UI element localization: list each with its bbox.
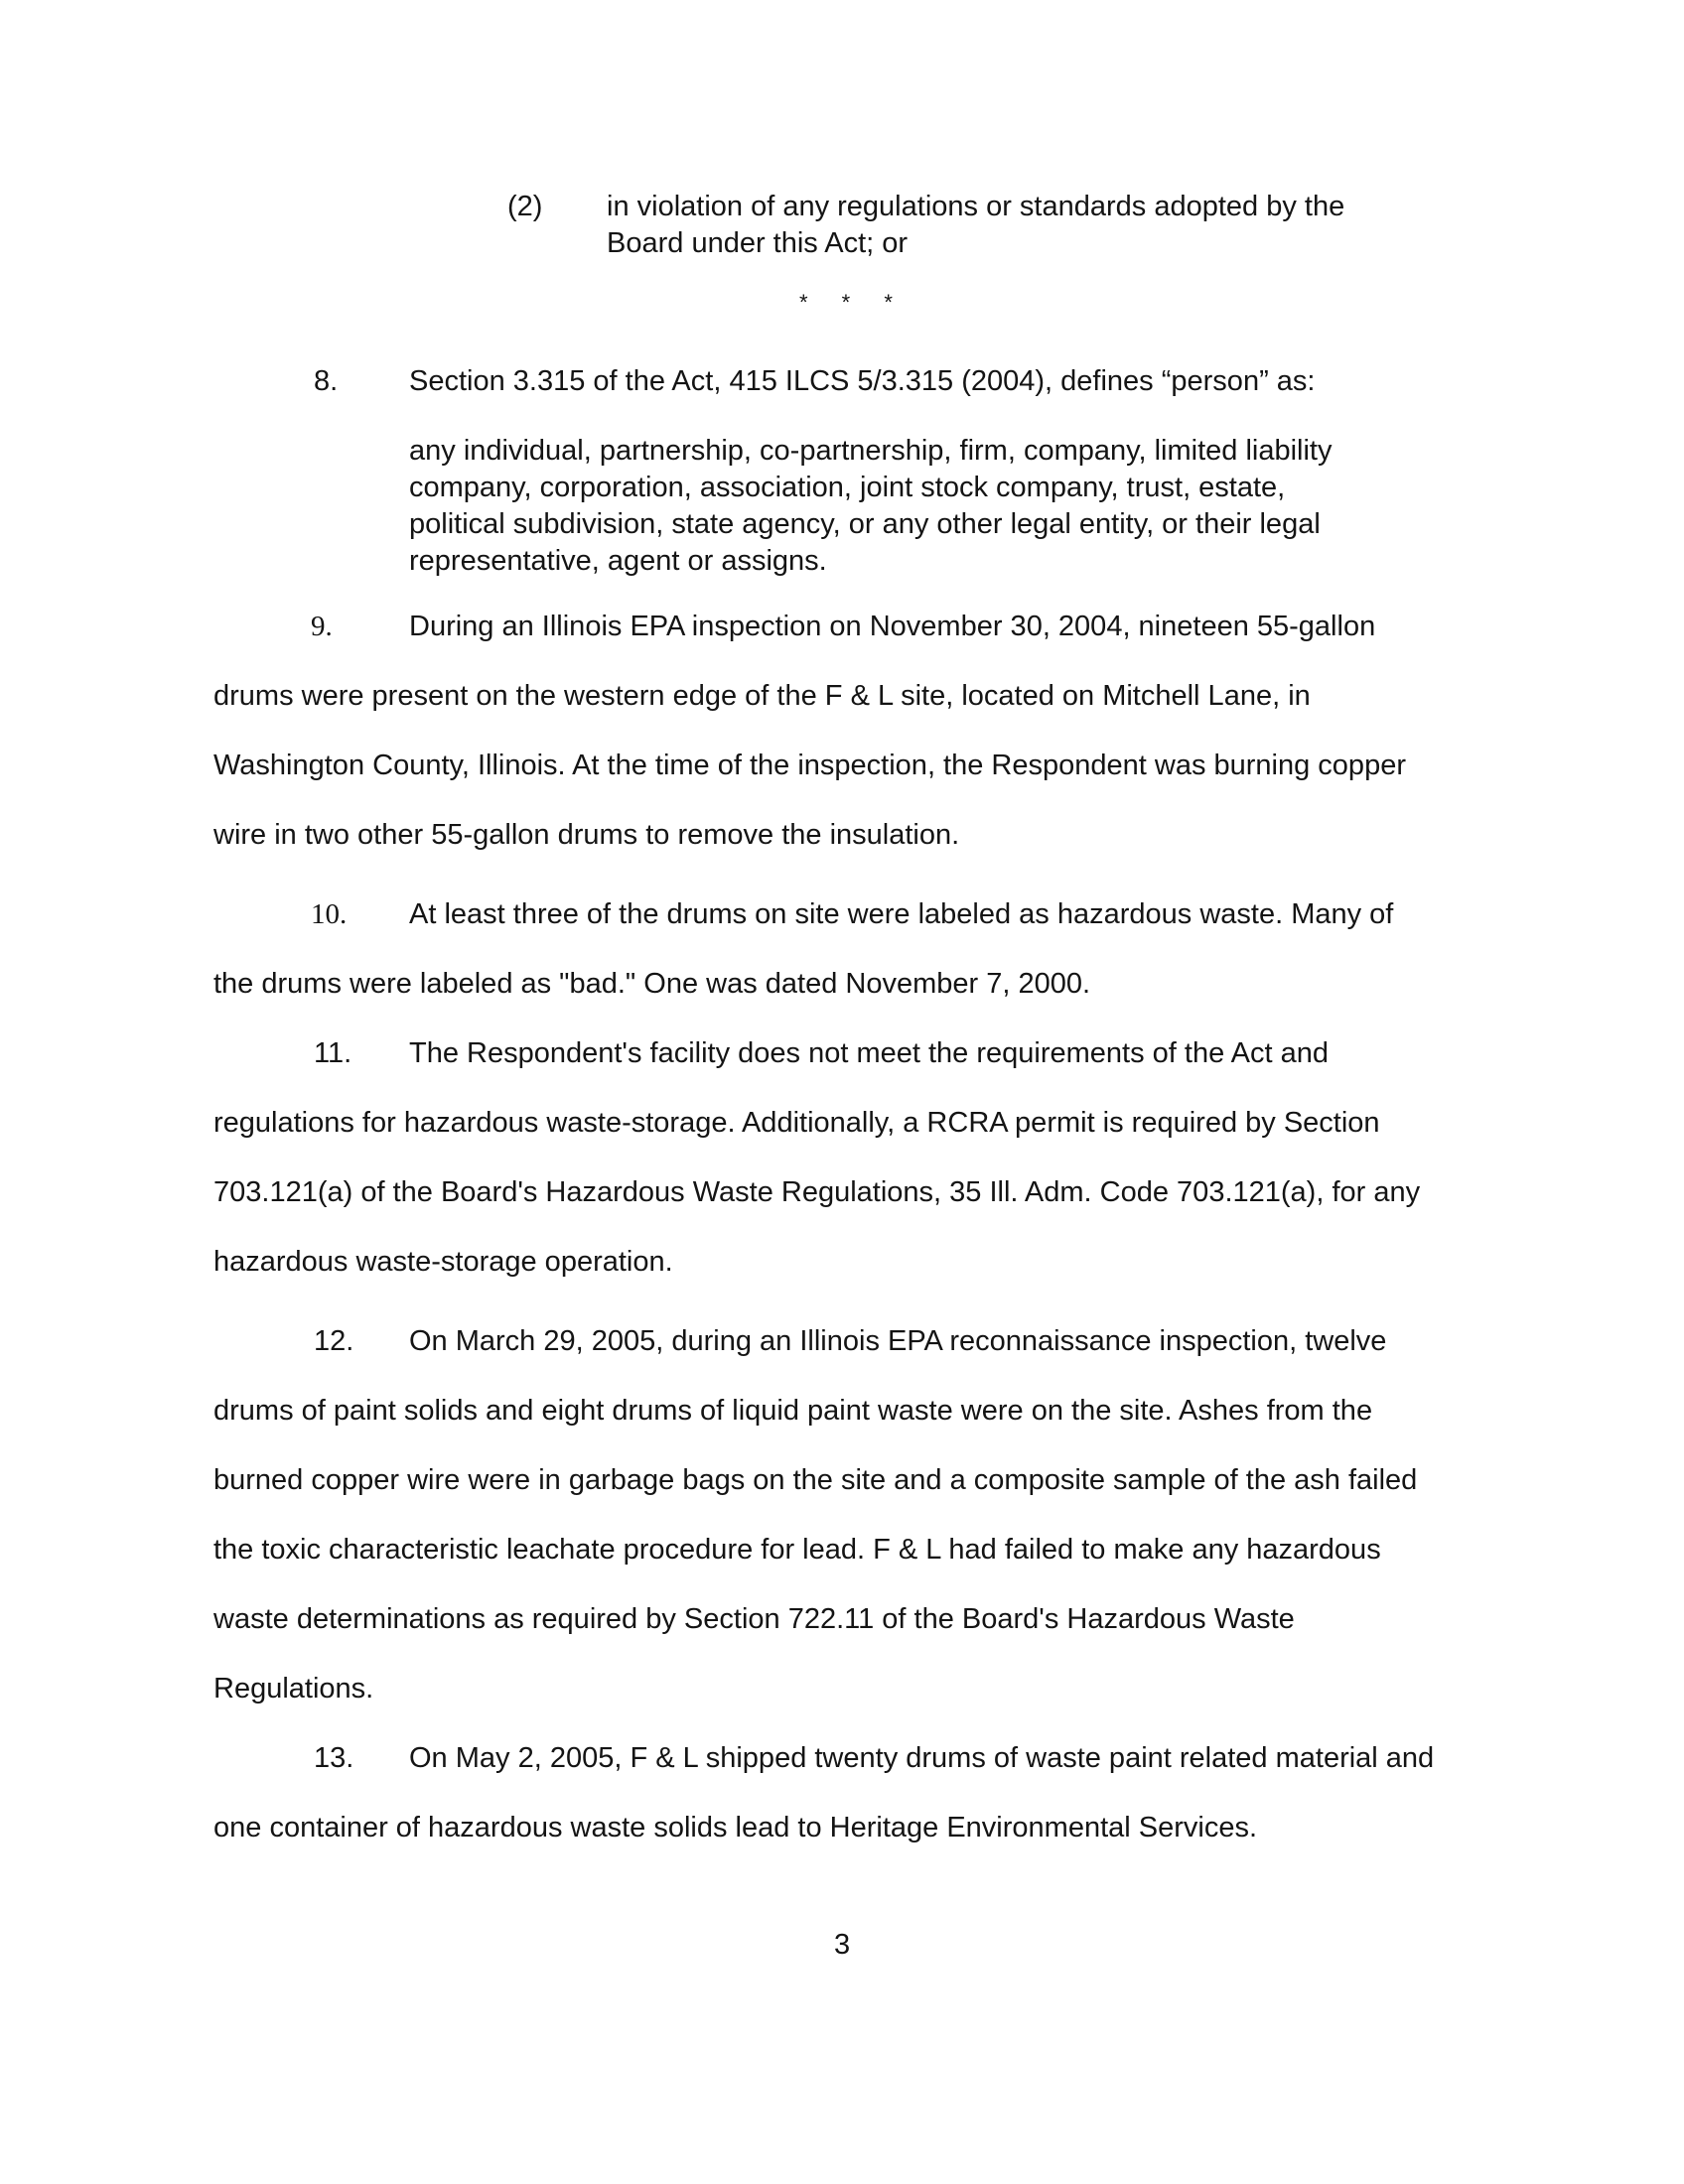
paragraph-line: At least three of the drums on site were labeled as hazardous waste. Many of bbox=[409, 898, 1394, 930]
paragraph-line: the toxic characteristic leachate procedure for lead. F & L had failed to make any hazardous bbox=[213, 1534, 1381, 1566]
paragraph-line: Section 3.315 of the Act, 415 ILCS 5/3.315 (2004), defines “person” as: bbox=[409, 365, 1316, 397]
quote-line: representative, agent or assigns. bbox=[409, 545, 827, 577]
page-number: 3 bbox=[834, 1929, 851, 1961]
paragraph-line: one container of hazardous waste solids lead to Heritage Environmental Services. bbox=[213, 1812, 1258, 1843]
paragraph-line: Washington County, Illinois. At the time of the inspection, the Respondent was burning copper bbox=[213, 750, 1406, 781]
ellipsis-stars: * * * bbox=[799, 290, 907, 315]
quote-line: company, corporation, association, joint stock company, trust, estate, bbox=[409, 472, 1286, 503]
subitem-text bbox=[607, 189, 1344, 262]
quote-line: any individual, partnership, co-partnership, firm, company, limited liability bbox=[409, 435, 1333, 467]
paragraph-line: regulations for hazardous waste-storage. Additionally, a RCRA permit is required by Section bbox=[213, 1107, 1380, 1139]
paragraph-number: 11. bbox=[314, 1037, 352, 1069]
paragraph-line: On March 29, 2005, during an Illinois EPA reconnaissance inspection, twelve bbox=[409, 1325, 1387, 1357]
text-line: Board under this Act; or bbox=[607, 227, 909, 259]
paragraph-number: 13. bbox=[314, 1742, 354, 1774]
paragraph-line: waste determinations as required by Section 722.11 of the Board's Hazardous Waste bbox=[213, 1603, 1295, 1635]
paragraph-line: Regulations. bbox=[213, 1673, 374, 1705]
paragraph-line: hazardous waste-storage operation. bbox=[213, 1246, 673, 1278]
paragraph-line: drums of paint solids and eight drums of liquid paint waste were on the site. Ashes from the bbox=[213, 1395, 1373, 1427]
definition-quote bbox=[409, 433, 1332, 580]
text-line: in violation of any regulations or standards adopted by the bbox=[607, 191, 1345, 222]
quote-line: political subdivision, state agency, or any other legal entity, or their legal bbox=[409, 508, 1321, 540]
paragraph-line: On May 2, 2005, F & L shipped twenty drums of waste paint related material and bbox=[409, 1742, 1435, 1774]
paragraph-number: 12. bbox=[314, 1325, 354, 1357]
paragraph-number: 8. bbox=[314, 365, 339, 397]
paragraph-line: drums were present on the western edge of the F & L site, located on Mitchell Lane, in bbox=[213, 680, 1311, 712]
paragraph-line: The Respondent's facility does not meet the requirements of the Act and bbox=[409, 1037, 1330, 1069]
paragraph-line: During an Illinois EPA inspection on November 30, 2004, nineteen 55-gallon bbox=[409, 611, 1376, 642]
paragraph-line: burned copper wire were in garbage bags on the site and a composite sample of the ash failed bbox=[213, 1464, 1418, 1496]
paragraph-number: 9. bbox=[311, 611, 333, 642]
subitem-number: (2) bbox=[507, 191, 543, 222]
paragraph-line: wire in two other 55-gallon drums to remove the insulation. bbox=[213, 819, 960, 851]
paragraph-line: 703.121(a) of the Board's Hazardous Waste Regulations, 35 Ill. Adm. Code 703.121(a), for any bbox=[213, 1176, 1421, 1208]
paragraph-number: 10. bbox=[311, 898, 348, 930]
paragraph-line: the drums were labeled as "bad." One was dated November 7, 2000. bbox=[213, 968, 1091, 1000]
